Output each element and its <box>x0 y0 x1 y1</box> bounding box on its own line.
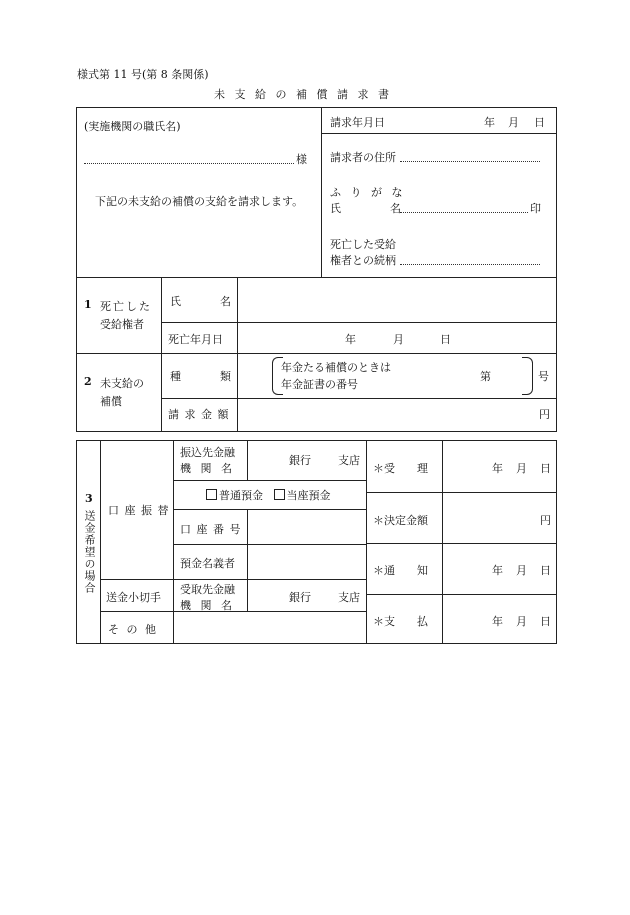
account-number-label: 口 座 番 号 <box>180 523 242 536</box>
name-line[interactable] <box>400 212 528 213</box>
ordinary-deposit-label: 普通預金 <box>219 489 263 502</box>
request-sentence: 下記の未支給の補償の支給を請求します。 <box>95 195 304 208</box>
remittance-table <box>76 440 557 644</box>
dai-label: 第 <box>480 370 491 383</box>
current-checkbox[interactable] <box>274 489 285 500</box>
transfer-bank: 銀行 <box>289 454 311 467</box>
current-deposit-label: 当座預金 <box>286 489 331 502</box>
received-label: ＊受 理 <box>373 462 428 475</box>
section1-label-2: 受給権者 <box>100 318 144 331</box>
name-label-1: 氏 <box>330 202 341 215</box>
check-label: 送金小切手 <box>106 591 161 604</box>
received-month: 月 <box>516 462 527 475</box>
section2-number: 2 <box>84 375 92 388</box>
form-number: 様式第 11 号(第 8 条関係) <box>77 68 209 81</box>
death-month: 月 <box>393 333 404 346</box>
received-year: 年 <box>492 462 503 475</box>
transfer-bank-label-1: 振込先金融 <box>180 446 235 459</box>
request-date-label: 請求年月日 <box>330 116 385 129</box>
request-date-year: 年 <box>484 116 495 129</box>
agency-name-line[interactable] <box>84 163 294 164</box>
section3-number: 3 <box>85 492 93 505</box>
pension-bracket-right <box>522 357 533 395</box>
relation-line[interactable] <box>400 264 540 265</box>
death-day: 日 <box>440 333 451 346</box>
section2-label-2: 補償 <box>100 395 122 408</box>
transfer-label: 口 座 振 替 <box>108 504 170 517</box>
go-label: 号 <box>538 370 549 383</box>
section3-label: 送金希望の場合 <box>83 510 96 594</box>
decided-amount-label: ＊決定金額 <box>373 514 428 527</box>
receive-branch: 支店 <box>338 591 360 604</box>
deceased-name-label-2: 名 <box>220 295 231 308</box>
notified-month: 月 <box>516 564 527 577</box>
receive-bank: 銀行 <box>289 591 311 604</box>
name-label-2: 名 <box>390 202 401 215</box>
furigana-label: ふ り が な <box>330 186 406 199</box>
pension-line-1: 年金たる補償のときは <box>281 361 391 374</box>
sama-label: 様 <box>296 153 307 166</box>
amount-label: 請 求 金 額 <box>168 408 230 421</box>
notified-day: 日 <box>540 564 551 577</box>
address-line[interactable] <box>400 161 540 162</box>
type-label-2: 類 <box>220 370 231 383</box>
section2-label-1: 未支給の <box>100 377 144 390</box>
received-day: 日 <box>540 462 551 475</box>
death-year: 年 <box>345 333 356 346</box>
transfer-branch: 支店 <box>338 454 360 467</box>
type-label-1: 種 <box>170 370 181 383</box>
notified-year: 年 <box>492 564 503 577</box>
decided-amount-yen: 円 <box>540 514 551 527</box>
relation-label-1: 死亡した受給 <box>330 238 396 251</box>
paid-month: 月 <box>516 615 527 628</box>
section1-number: 1 <box>84 298 92 311</box>
receive-bank-label-1: 受取先金融 <box>180 583 235 596</box>
receive-bank-label-2: 機 関 名 <box>180 599 235 612</box>
ordinary-checkbox[interactable] <box>206 489 217 500</box>
deceased-name-label-1: 氏 <box>170 295 181 308</box>
section1-label-1: 死亡した <box>100 300 152 313</box>
paid-day: 日 <box>540 615 551 628</box>
death-date-label: 死亡年月日 <box>168 333 223 346</box>
amount-yen: 円 <box>539 408 550 421</box>
notified-label: ＊通 知 <box>373 564 428 577</box>
deposit-type[interactable] <box>206 487 331 503</box>
paid-year: 年 <box>492 615 503 628</box>
transfer-bank-label-2: 機 関 名 <box>180 462 235 475</box>
form-title: 未 支 給 の 補 償 請 求 書 <box>214 88 392 101</box>
relation-label-2: 権者との続柄 <box>330 254 396 267</box>
account-holder-label: 預金名義者 <box>180 557 235 570</box>
address-label: 請求者の住所 <box>330 151 396 164</box>
pension-line-2: 年金証書の番号 <box>281 378 358 391</box>
other-label: そ の 他 <box>108 623 158 636</box>
agency-label: (実施機関の職氏名) <box>84 120 181 133</box>
request-date-month: 月 <box>508 116 519 129</box>
request-date-day: 日 <box>534 116 545 129</box>
seal-label: 印 <box>530 202 541 215</box>
paid-label: ＊支 払 <box>373 615 428 628</box>
